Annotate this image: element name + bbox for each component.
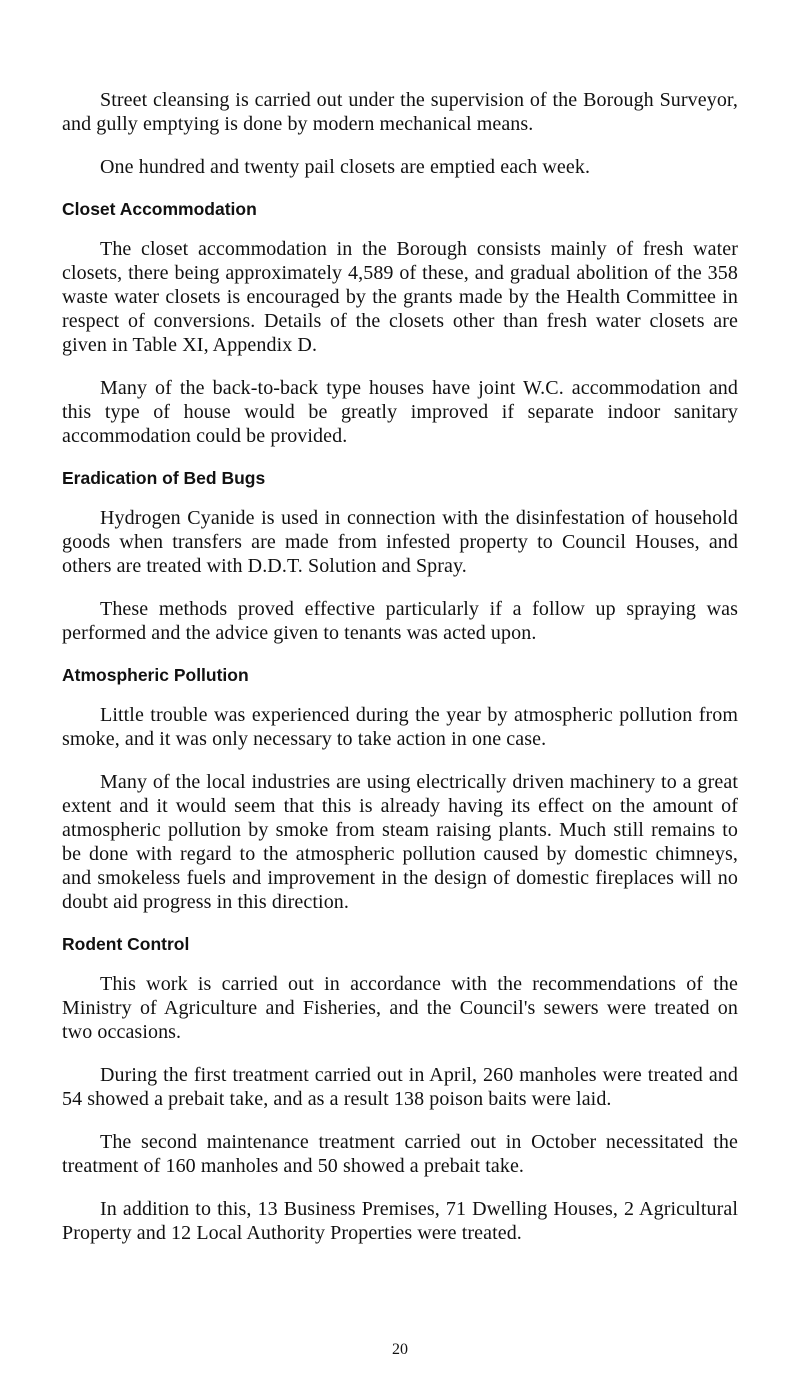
section-eradication-of-bed-bugs — [62, 467, 738, 645]
paragraph: The closet accommodation in the Borough consists mainly of fresh water closets, there being approximately 4,589 of these, and gradual abolition of the 358 waste water closets is encouraged by the grants made by the Health Committee in respect of conversions. Details of the closets other than fresh water closets are given in Table XI, Appendix D. — [62, 238, 738, 356]
page-number: 20 — [392, 1341, 408, 1358]
section-heading: Rodent Control — [62, 934, 190, 954]
paragraph: Hydrogen Cyanide is used in connection with the disinfestation of household goods when transfers are made from infested property to Council Houses, and others are treated with D.D.T. Solution and Spray. — [62, 507, 738, 577]
paragraph: These methods proved effective particularly if a follow up spraying was performed and the advice given to tenants was acted upon. — [62, 598, 738, 644]
paragraph: Many of the back-to-back type houses have joint W.C. accommodation and this type of house would be greatly improved if separate indoor sanitary accommodation could be provided. — [62, 377, 738, 447]
paragraph: The second maintenance treatment carried out in October necessitated the treatment of 160 manholes and 50 showed a prebait take. — [62, 1131, 738, 1177]
section-heading: Closet Accommodation — [62, 199, 257, 219]
paragraph: During the first treatment carried out in April, 260 manholes were treated and 54 showed a prebait take, and as a result 138 poison baits were laid. — [62, 1064, 738, 1110]
paragraph: Many of the local industries are using electrically driven machinery to a great extent and it would seem that this is already having its effect on the amount of atmospheric pollution by smoke from steam raising plants. Much still remains to be done with regard to the atmospheric pollution caused by domestic chimneys, and smokeless fuels and improvement in the design of domestic fireplaces will no doubt aid progress in this direction. — [62, 771, 738, 913]
document-page — [62, 88, 738, 1264]
section-closet-accommodation — [62, 198, 738, 448]
paragraph-pail-closets: One hundred and twenty pail closets are emptied each week. — [100, 156, 591, 178]
section-atmospheric-pollution — [62, 664, 738, 914]
section-rodent-control — [62, 933, 738, 1245]
paragraph: This work is carried out in accordance with the recommendations of the Ministry of Agriculture and Fisheries, and the Council's sewers were treated on two occasions. — [62, 973, 738, 1043]
section-heading: Atmospheric Pollution — [62, 665, 249, 685]
paragraph-street-cleansing: Street cleansing is carried out under the supervision of the Borough Surveyor, and gully emptying is done by modern mechanical means. — [62, 89, 738, 135]
section-heading: Eradication of Bed Bugs — [62, 468, 266, 488]
paragraph: Little trouble was experienced during the year by atmospheric pollution from smoke, and it was only necessary to take action in one case. — [62, 704, 738, 750]
paragraph: In addition to this, 13 Business Premises, 71 Dwelling Houses, 2 Agricultural Property and 12 Local Authority Properties were treated. — [62, 1198, 738, 1244]
